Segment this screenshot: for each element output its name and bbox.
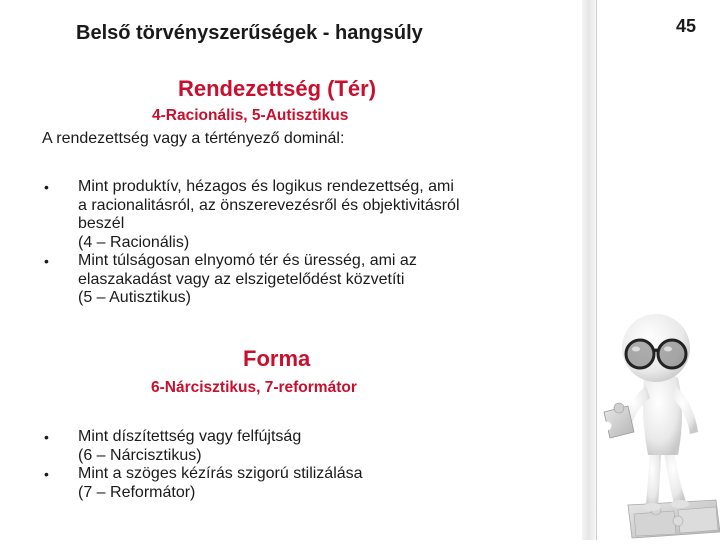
- bullet-text-line: Mint produktív, hézagos és logikus rendezettség, ami: [78, 178, 454, 195]
- list-item: [44, 428, 363, 465]
- bullet-text-line: (5 – Autisztikus): [78, 289, 191, 306]
- section-subheading-form: 6-Nárcisztikus, 7-reformátor: [151, 379, 357, 396]
- bullet-text-line: elaszakadást vagy az elszigetelődést közvetíti: [78, 270, 405, 288]
- slide-title: Belső törvényszerűségek - hangsúly: [76, 22, 423, 44]
- bullet-marker: •: [44, 179, 49, 195]
- bullet-marker: •: [44, 466, 49, 482]
- bullet-text-line: (4 – Racionális): [78, 233, 190, 251]
- puzzle-figure-icon: [598, 300, 720, 540]
- list-item: [44, 252, 460, 308]
- section-subheading-order: 4-Racionális, 5-Autisztikus: [152, 107, 349, 124]
- bullet-text-line: Mint a szöges kézírás szigorú stilizálása: [78, 465, 363, 482]
- bullet-text-line: Mint túlságosan elnyomó tér és üresség, ami az: [78, 252, 417, 269]
- list-item: [44, 178, 460, 252]
- section-intro: A rendezettség vagy a tértényező dominál:: [42, 130, 345, 147]
- section-heading-form: Forma: [243, 346, 311, 371]
- bullet-text-line: a racionalitásról, az önszerevezésről és objektivitásról: [78, 196, 460, 214]
- bullet-list-order: [44, 178, 460, 308]
- list-item: [44, 465, 363, 502]
- bullet-text-line: (7 – Reformátor): [78, 483, 196, 501]
- side-divider-band: [582, 0, 596, 540]
- bullet-marker: •: [44, 429, 49, 445]
- bullet-marker: •: [44, 253, 49, 269]
- bullet-text-line: (6 – Nárcisztikus): [78, 446, 202, 464]
- bullet-text-line: beszél: [78, 215, 125, 232]
- bullet-text-line: Mint díszítettség vagy felfújtság: [78, 428, 302, 445]
- bullet-list-form: [44, 428, 363, 502]
- side-divider-line: [596, 0, 597, 540]
- page-number: 45: [676, 16, 697, 36]
- section-heading-order: Rendezettség (Tér): [178, 76, 377, 101]
